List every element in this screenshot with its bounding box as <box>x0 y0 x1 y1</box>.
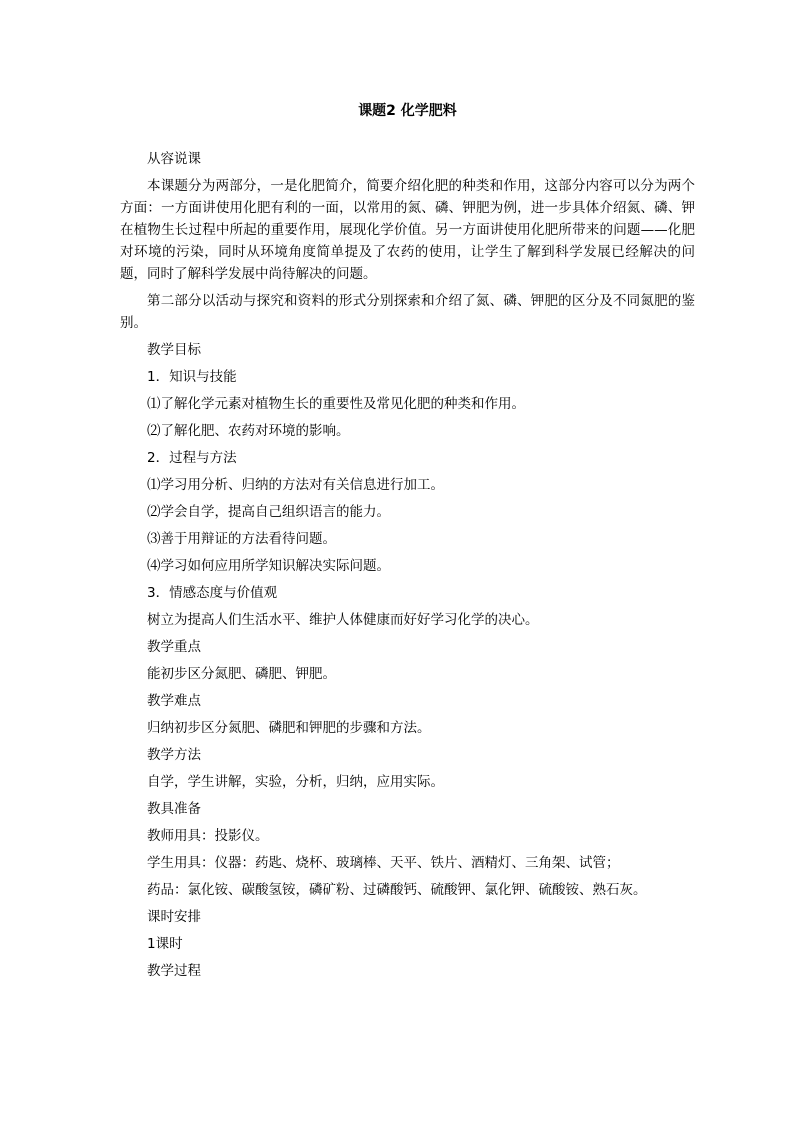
section-heading-goals: 教学目标 <box>147 342 201 358</box>
key-text: 能初步区分氮肥、磷肥、钾肥。 <box>147 666 336 682</box>
goal1-item-2: ⑵了解化肥、农药对环境的影响。 <box>147 423 350 439</box>
document-page <box>120 100 695 987</box>
section-heading-tools: 教具准备 <box>147 801 201 817</box>
goal2-item-3: ⑶善于用辩证的方法看待问题。 <box>147 531 336 547</box>
section-heading-intro: 从容说课 <box>147 151 201 167</box>
difficulty-text: 归纳初步区分氮肥、磷肥和钾肥的步骤和方法。 <box>147 720 431 736</box>
tools-student: 学生用具：仪器：药匙、烧杯、玻璃棒、天平、铁片、酒精灯、三角架、试管； <box>147 855 620 871</box>
method-text: 自学，学生讲解，实验，分析，归纳，应用实际。 <box>147 774 444 790</box>
intro-paragraph-2: 第二部分以活动与探究和资料的形式分别探索和介绍了氮、磷、钾肥的区分及不同氮肥的鉴别。 <box>120 293 695 331</box>
tools-chemicals: 药品：氯化铵、碳酸氢铵，磷矿粉、过磷酸钙、硫酸钾、氯化钾、硫酸铵、熟石灰。 <box>147 882 647 898</box>
tools-teacher: 教师用具：投影仪。 <box>147 828 269 844</box>
section-heading-schedule: 课时安排 <box>147 909 201 925</box>
section-heading-method: 教学方法 <box>147 747 201 763</box>
intro-paragraph-1: 本课题分为两部分，一是化肥简介，简要介绍化肥的种类和作用，这部分内容可以分为两个方面：一方面讲使用化肥有利的一面，以常用的氮、磷、钾肥为例，进一步具体介绍氮、磷、钾在植物生长过程中所起的重要作用，展现化学价值。另一方面讲使用化肥所带来的问题——化肥对环境的污染，同时从环境角度简单提及了农药的使用，让学生了解到科学发展已经解决的问题，同时了解科学发展中尚待解决的问题。 <box>120 178 695 282</box>
section-heading-process: 教学过程 <box>147 963 201 979</box>
goal1-heading: 1．知识与技能 <box>147 369 237 385</box>
section-heading-key: 教学重点 <box>147 639 201 655</box>
goal3-heading: 3．情感态度与价值观 <box>147 585 278 601</box>
goal2-item-2: ⑵学会自学，提高自己组织语言的能力。 <box>147 504 390 520</box>
goal3-text: 树立为提高人们生活水平、维护人体健康而好好学习化学的决心。 <box>147 612 539 628</box>
schedule-text: 1课时 <box>147 936 183 952</box>
goal2-item-4: ⑷学习如何应用所学知识解决实际问题。 <box>147 558 390 574</box>
goal2-heading: 2．过程与方法 <box>147 450 237 466</box>
goal1-item-1: ⑴了解化学元素对植物生长的重要性及常见化肥的种类和作用。 <box>147 396 525 412</box>
section-heading-difficulty: 教学难点 <box>147 693 201 709</box>
goal2-item-1: ⑴学习用分析、归纳的方法对有关信息进行加工。 <box>147 477 444 493</box>
document-title: 课题2 化学肥料 <box>358 103 457 119</box>
